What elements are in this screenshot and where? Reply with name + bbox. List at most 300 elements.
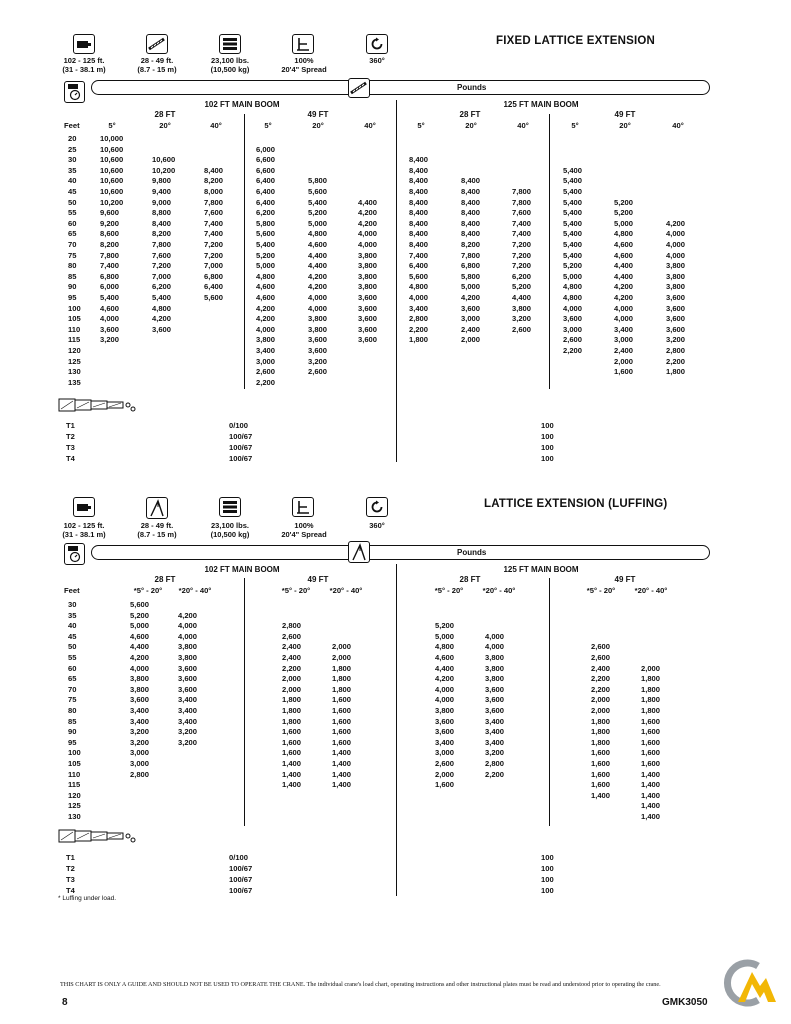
load-value: 5,400: [308, 197, 328, 207]
radius-value: 60: [68, 218, 77, 228]
load-value: 3,800: [358, 271, 378, 281]
load-value: 9,600: [100, 208, 120, 218]
load-value: 1,600: [435, 780, 455, 790]
load-value: 3,800: [666, 271, 686, 281]
load-value: 2,200: [409, 324, 429, 334]
load-value: 5,200: [614, 208, 634, 218]
load-value: 7,800: [152, 240, 172, 249]
telescope-102-value: 100/67: [229, 875, 253, 884]
load-value: 4,800: [409, 282, 429, 292]
load-value: 8,400: [461, 197, 481, 207]
boom-divider: [396, 564, 397, 896]
radius-value: 65: [68, 674, 77, 684]
load-value: 3,600: [358, 335, 378, 345]
load-value: 3,200: [178, 737, 198, 747]
load-value: 3,400: [485, 716, 505, 726]
load-value: 1,600: [282, 748, 302, 758]
load-value: 1,800: [666, 367, 686, 377]
load-value: 2,600: [591, 653, 611, 662]
load-value: 3,600: [563, 314, 583, 324]
load-value: 8,400: [461, 208, 481, 218]
load-value: 1,400: [282, 759, 302, 768]
load-value: 3,800: [178, 653, 198, 662]
load-value: 6,400: [256, 187, 276, 196]
load-value: 4,000: [358, 229, 378, 239]
load-value: 10,200: [100, 197, 124, 207]
load-value: 4,000: [178, 621, 198, 631]
load-value: 8,200: [461, 240, 481, 249]
load-value: 5,400: [563, 240, 583, 249]
load-value: 1,400: [641, 812, 661, 821]
load-value: 7,400: [204, 218, 224, 228]
extension-length-header: 28 FT: [459, 575, 481, 584]
load-value: 6,400: [256, 176, 276, 186]
load-value: 1,800: [591, 737, 611, 747]
load-value: 8,400: [409, 165, 429, 175]
load-value: 4,400: [358, 197, 378, 207]
load-value: 4,000: [409, 293, 429, 302]
load-value: 3,000: [256, 356, 276, 366]
telescope-102-value: 0/100: [229, 853, 249, 862]
load-value: 6,000: [256, 144, 276, 154]
load-value: 7,800: [461, 250, 481, 260]
load-value: 10,000: [100, 134, 124, 143]
angle-column-header: *5° - 20°: [434, 586, 464, 595]
boom-group-header: 102 FT MAIN BOOM: [204, 565, 280, 574]
load-value: 3,800: [308, 324, 328, 334]
load-value: 3,600: [666, 324, 686, 334]
counterweight-label: 23,100 lbs. (10,500 kg): [210, 56, 250, 74]
load-value: 8,400: [461, 176, 481, 186]
load-value: 9,000: [152, 197, 172, 207]
radius-value: 120: [68, 346, 81, 355]
load-value: 8,400: [409, 197, 429, 207]
load-value: 4,200: [152, 314, 172, 324]
load-value: 4,400: [512, 293, 532, 302]
load-value: 3,400: [130, 716, 150, 726]
load-value: 4,800: [152, 303, 172, 313]
outrigger-icon: [292, 34, 314, 54]
feet-header: Feet: [64, 586, 80, 595]
radius-value: 120: [68, 790, 81, 800]
load-value: 1,600: [282, 727, 302, 737]
load-value: 7,400: [409, 250, 429, 260]
radius-value: 35: [68, 610, 77, 620]
load-value: 1,800: [641, 695, 661, 705]
load-value: 2,200: [256, 377, 276, 387]
load-value: 2,600: [591, 642, 611, 652]
load-value: 7,000: [204, 261, 224, 271]
load-value: 9,200: [100, 218, 120, 228]
load-value: 3,800: [178, 642, 198, 652]
load-value: 3,000: [461, 314, 481, 324]
angle-column-header: 20°: [619, 121, 631, 130]
load-value: 7,400: [512, 218, 532, 228]
radius-value: 95: [68, 737, 77, 747]
load-value: 7,200: [204, 240, 224, 249]
load-value: 4,600: [614, 240, 634, 249]
load-value: 6,400: [256, 197, 276, 207]
load-value: 3,400: [409, 303, 429, 313]
load-value: 3,200: [130, 727, 150, 737]
angle-column-header: *20° - 40°: [329, 586, 363, 595]
outrigger-label: 100% 20'4" Spread: [281, 56, 327, 74]
load-value: 1,600: [591, 748, 611, 758]
load-value: 7,200: [152, 261, 172, 271]
load-value: 5,000: [461, 282, 481, 292]
angle-column-header: 20°: [312, 121, 324, 130]
load-value: 1,400: [332, 769, 352, 779]
load-value: 3,800: [435, 706, 455, 715]
radius-value: 65: [68, 229, 77, 239]
load-value: 3,800: [358, 250, 378, 260]
boom-group-header: 102 FT MAIN BOOM: [204, 100, 280, 109]
load-value: 3,000: [130, 759, 150, 768]
load-value: 5,200: [614, 197, 634, 207]
load-value: 8,400: [409, 208, 429, 218]
load-value: 6,200: [256, 208, 276, 218]
load-value: 2,000: [435, 769, 455, 779]
radius-value: 100: [68, 748, 81, 758]
boom-divider: [396, 100, 397, 462]
load-value: 5,200: [308, 208, 328, 218]
load-value: 2,000: [591, 706, 611, 715]
radius-value: 20: [68, 134, 77, 143]
load-value: 3,600: [666, 314, 686, 324]
load-value: 2,200: [563, 346, 583, 355]
telescope-102-value: 0/100: [229, 421, 249, 430]
load-value: 7,600: [512, 208, 532, 218]
load-value: 2,000: [282, 684, 302, 694]
load-value: 3,000: [435, 748, 455, 758]
load-value: 1,400: [282, 780, 302, 790]
load-value: 4,000: [614, 303, 634, 313]
angle-column-header: *5° - 20°: [281, 586, 311, 595]
boom-group-header: 125 FT MAIN BOOM: [503, 100, 579, 109]
load-value: 2,800: [666, 346, 686, 355]
radius-value: 90: [68, 727, 77, 737]
load-value: 1,800: [409, 335, 429, 345]
load-value: 1,600: [591, 780, 611, 790]
load-value: 4,000: [563, 303, 583, 313]
load-value: 5,000: [308, 218, 328, 228]
load-value: 5,600: [256, 229, 276, 239]
load-value: 1,400: [641, 790, 661, 800]
radius-value: 80: [68, 706, 77, 715]
telescope-section-label: T4: [66, 454, 75, 463]
load-value: 5,200: [130, 610, 150, 620]
load-value: 7,200: [512, 261, 532, 271]
load-value: 5,600: [130, 600, 150, 609]
radius-value: 85: [68, 716, 77, 726]
radius-value: 30: [68, 600, 77, 609]
radius-value: 130: [68, 367, 81, 377]
load-value: 1,400: [641, 780, 661, 790]
telescope-102-value: 100/67: [229, 432, 253, 441]
load-value: 3,400: [130, 706, 150, 715]
load-value: 3,600: [358, 303, 378, 313]
load-value: 6,200: [152, 282, 172, 292]
load-value: 6,800: [204, 271, 224, 281]
load-value: 9,400: [152, 187, 172, 196]
load-value: 3,800: [130, 674, 150, 684]
load-value: 5,600: [308, 187, 328, 196]
load-value: 3,600: [435, 716, 455, 726]
load-value: 4,200: [130, 653, 150, 662]
load-value: 2,000: [461, 335, 481, 345]
angle-column-header: *5° - 20°: [586, 586, 616, 595]
load-value: 5,800: [461, 271, 481, 281]
load-value: 1,600: [282, 737, 302, 747]
page-number: 8: [62, 997, 68, 1008]
load-value: 9,800: [152, 176, 172, 186]
angle-column-header: 40°: [672, 121, 684, 130]
load-value: 6,000: [100, 282, 120, 292]
ext-divider-2: [549, 114, 550, 389]
load-value: 1,400: [282, 769, 302, 779]
rotation-label: 360°: [369, 521, 385, 530]
load-value: 7,200: [204, 250, 224, 260]
load-value: 2,200: [282, 663, 302, 673]
load-value: 4,200: [358, 208, 378, 218]
load-value: 10,600: [100, 155, 124, 165]
load-value: 2,400: [282, 653, 302, 662]
load-value: 5,400: [563, 218, 583, 228]
angle-column-header: *20° - 40°: [178, 586, 212, 595]
radius-value: 40: [68, 621, 77, 631]
load-value: 4,200: [308, 271, 328, 281]
extension-length-header: 49 FT: [614, 575, 636, 584]
load-value: 8,400: [461, 218, 481, 228]
load-value: 3,000: [130, 748, 150, 758]
load-value: 1,600: [641, 716, 661, 726]
load-value: 2,800: [409, 314, 429, 324]
load-value: 2,000: [282, 674, 302, 684]
load-value: 2,800: [282, 621, 302, 631]
load-value: 3,800: [512, 303, 532, 313]
load-value: 6,200: [512, 271, 532, 281]
load-value: 8,400: [204, 165, 224, 175]
load-value: 10,200: [152, 165, 176, 175]
ext-divider-2: [549, 578, 550, 826]
load-value: 4,000: [485, 642, 505, 652]
radius-value: 45: [68, 631, 77, 641]
rotation-label: 360°: [369, 56, 385, 65]
load-value: 4,800: [563, 282, 583, 292]
load-value: 5,400: [563, 187, 583, 196]
boom-length-label: 102 - 125 ft. (31 - 38.1 m): [62, 521, 106, 539]
load-value: 4,200: [614, 293, 634, 302]
load-value: 5,000: [563, 271, 583, 281]
load-value: 3,600: [178, 674, 198, 684]
load-value: 3,600: [100, 324, 120, 334]
load-value: 1,400: [641, 801, 661, 811]
load-value: 5,000: [614, 218, 634, 228]
load-value: 3,600: [485, 684, 505, 694]
load-value: 3,600: [485, 695, 505, 705]
load-value: 8,400: [409, 240, 429, 249]
extension-length-header: 28 FT: [154, 575, 176, 584]
telescope-125-value: 100: [541, 443, 554, 452]
telescope-102-value: 100/67: [229, 454, 253, 463]
brand-logo: [718, 958, 778, 1013]
load-value: 3,600: [178, 663, 198, 673]
load-value: 4,000: [435, 684, 455, 694]
load-value: 7,200: [512, 250, 532, 260]
radius-value: 110: [68, 324, 81, 334]
load-value: 4,200: [178, 610, 198, 620]
radius-value: 80: [68, 261, 77, 271]
radius-value: 115: [68, 780, 81, 790]
telescope-section-label: T4: [66, 886, 75, 895]
load-value: 3,600: [152, 324, 172, 334]
luffing-extension-icon: [146, 497, 168, 519]
load-value: 3,400: [178, 695, 198, 705]
load-value: 3,600: [666, 293, 686, 302]
telescope-section-label: T1: [66, 421, 75, 430]
load-value: 4,400: [614, 261, 634, 271]
load-value: 4,400: [435, 663, 455, 673]
load-value: 2,600: [308, 367, 328, 377]
load-value: 2,600: [512, 324, 532, 334]
load-value: 5,200: [563, 261, 583, 271]
load-value: 4,200: [614, 282, 634, 292]
pounds-label: Pounds: [457, 83, 487, 92]
pounds-bar: [91, 80, 710, 95]
load-value: 5,800: [308, 176, 328, 186]
telescope-icon: [58, 396, 140, 419]
telescope-section-label: T2: [66, 864, 75, 873]
load-value: 4,200: [435, 674, 455, 684]
load-value: 10,600: [100, 165, 124, 175]
load-value: 1,800: [641, 684, 661, 694]
load-value: 7,400: [100, 261, 120, 271]
load-value: 1,600: [614, 367, 634, 377]
load-value: 4,000: [358, 240, 378, 249]
radius-value: 70: [68, 240, 77, 249]
load-value: 2,600: [256, 367, 276, 377]
load-value: 1,400: [332, 759, 352, 768]
load-value: 3,600: [358, 324, 378, 334]
load-value: 1,800: [591, 727, 611, 737]
load-value: 3,800: [358, 261, 378, 271]
section-title: FIXED LATTICE EXTENSION: [496, 35, 656, 47]
load-value: 5,400: [256, 240, 276, 249]
load-value: 3,400: [614, 324, 634, 334]
load-value: 7,600: [152, 250, 172, 260]
telescope-section-label: T1: [66, 853, 75, 862]
load-value: 3,600: [358, 314, 378, 324]
load-value: 2,200: [591, 684, 611, 694]
load-value: 4,000: [485, 631, 505, 641]
load-value: 4,800: [614, 229, 634, 239]
angle-column-header: 40°: [210, 121, 222, 130]
pounds-label: Pounds: [457, 548, 487, 557]
load-value: 1,400: [641, 769, 661, 779]
load-value: 1,800: [332, 684, 352, 694]
load-value: 5,400: [563, 165, 583, 175]
load-value: 4,000: [308, 293, 328, 302]
load-value: 4,000: [256, 324, 276, 334]
load-value: 3,400: [485, 727, 505, 737]
outrigger-label: 100% 20'4" Spread: [281, 521, 327, 539]
load-value: 4,200: [256, 303, 276, 313]
radius-value: 115: [68, 335, 81, 345]
load-value: 4,600: [614, 250, 634, 260]
load-value: 1,800: [641, 706, 661, 715]
load-value: 1,600: [332, 716, 352, 726]
load-value: 1,600: [641, 759, 661, 768]
boom-icon: [73, 34, 95, 54]
angle-column-header: 40°: [517, 121, 529, 130]
load-value: 4,800: [563, 293, 583, 302]
load-value: 6,800: [100, 271, 120, 281]
angle-column-header: 40°: [364, 121, 376, 130]
load-value: 5,400: [100, 293, 120, 302]
extension-length-header: 28 FT: [459, 110, 481, 119]
lattice-extension-icon: [348, 78, 370, 98]
load-value: 5,200: [435, 621, 455, 631]
ext-divider-1: [244, 578, 245, 826]
load-value: 10,600: [152, 155, 176, 165]
load-value: 4,200: [358, 218, 378, 228]
load-value: 3,600: [435, 727, 455, 737]
radius-value: 35: [68, 165, 77, 175]
luffing-note: * Luffing under load.: [58, 895, 117, 902]
load-value: 8,800: [152, 208, 172, 218]
load-value: 7,800: [100, 250, 120, 260]
counterweight-label: 23,100 lbs. (10,500 kg): [210, 521, 250, 539]
extension-length-label: 28 - 49 ft. (8.7 - 15 m): [137, 56, 177, 74]
load-value: 3,800: [256, 335, 276, 345]
load-value: 4,000: [308, 303, 328, 313]
radius-value: 125: [68, 801, 81, 811]
load-value: 5,000: [256, 261, 276, 271]
lattice-extension-icon: [146, 34, 168, 54]
load-value: 2,600: [435, 759, 455, 768]
luffing-extension-icon: [348, 541, 370, 563]
load-value: 1,400: [332, 748, 352, 758]
load-value: 8,400: [461, 229, 481, 239]
load-value: 3,000: [614, 335, 634, 345]
load-value: 5,600: [409, 271, 429, 281]
load-value: 1,600: [641, 748, 661, 758]
load-value: 3,600: [461, 303, 481, 313]
angle-column-header: *20° - 40°: [482, 586, 516, 595]
load-value: 7,800: [204, 197, 224, 207]
load-value: 7,800: [512, 197, 532, 207]
angle-column-header: 5°: [571, 121, 579, 130]
load-value: 8,200: [152, 229, 172, 239]
load-value: 5,400: [563, 250, 583, 260]
load-value: 5,200: [256, 250, 276, 260]
radius-value: 105: [68, 759, 81, 768]
load-value: 2,400: [614, 346, 634, 355]
load-value: 8,400: [409, 218, 429, 228]
angle-column-header: *5° - 20°: [133, 586, 163, 595]
load-value: 5,000: [435, 631, 455, 641]
load-value: 3,200: [100, 335, 120, 345]
telescope-section-label: T3: [66, 875, 75, 884]
load-value: 4,800: [308, 229, 328, 239]
load-value: 6,400: [204, 282, 224, 292]
telescope-icon: [58, 827, 140, 850]
load-value: 3,800: [485, 663, 505, 673]
radius-value: 130: [68, 812, 81, 821]
load-value: 8,000: [204, 187, 224, 196]
extension-length-header: 49 FT: [307, 110, 329, 119]
load-value: 4,000: [666, 250, 686, 260]
